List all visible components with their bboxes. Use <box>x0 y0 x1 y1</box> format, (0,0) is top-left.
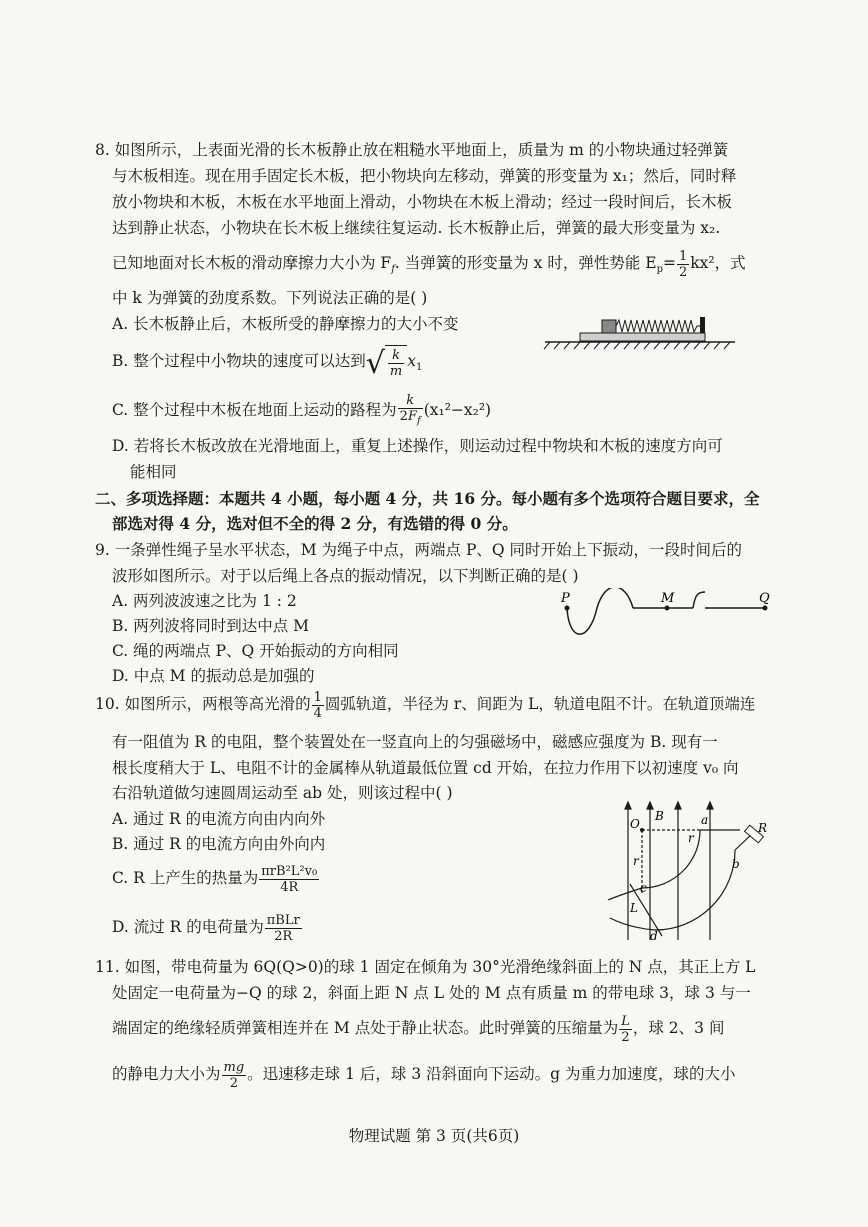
q8-option-c-text: C. 整个过程中木板在地面上运动的路程为 <box>112 401 397 419</box>
q8-option-c <box>112 393 491 429</box>
q10-option-c-text: C. R 上产生的热量为 <box>112 869 259 887</box>
fraction-L-2: $\frac{L}{2}$ <box>621 1013 630 1045</box>
label-b: b <box>732 857 740 871</box>
sqrt-k-over-m: √ $\frac{k}{m}$ <box>366 345 407 380</box>
q8-option-b-text: B. 整个过程中小物块的速度可以达到 <box>112 352 366 370</box>
q11-line3-a: 端固定的绝缘轻质弹簧相连并在 M 点处于静止状态。此时弹簧的压缩量为 <box>112 1019 619 1037</box>
section2-line2: 部选对得 4 分，选对但不全的得 2 分，有选错的得 0 分。 <box>112 514 518 533</box>
q8-line5-b: . 当弹簧的形变量为 x 时，弹性势能 E <box>394 254 657 272</box>
label-r-horizontal: r <box>688 831 694 845</box>
q9-line1: 9. 一条弹性绳子呈水平状态，M 为绳子中点，两端点 P、Q 同时开始上下振动，一段时间后的 <box>95 541 743 559</box>
label-d: d <box>650 929 658 943</box>
q10-option-d <box>112 909 303 945</box>
q8-option-a: A. 长木板静止后，木板所受的静摩擦力的大小不变 <box>112 315 459 333</box>
q10-option-b: B. 通过 R 的电流方向由外向内 <box>112 835 326 853</box>
label-P: P <box>561 591 570 606</box>
wave-right <box>693 592 705 608</box>
q11-line3 <box>112 1010 724 1046</box>
q8-option-b: B. 整个过程中小物块的速度可以达到√ $\frac{k}{m}$ $x_1$ <box>112 345 423 381</box>
q8-line2: 与木板相连。现在用手固定长木板，把小物块向左移动，弹簧的形变量为 x₁；然后，同时释 <box>112 167 737 185</box>
rope-wave-figure <box>555 588 780 648</box>
q8-option-d2: 能相同 <box>130 463 177 481</box>
q10-line3: 根长度稍大于 L、电阻不计的金属棒从轨道最低位置 cd 开始，在拉力作用下以初速度 v₀ 向 <box>112 759 739 777</box>
label-r-vertical: r <box>633 854 639 868</box>
q9-line2: 波形如图所示。对于以后绳上各点的振动情况，以下判断正确的是( ) <box>112 567 579 585</box>
q9-option-b: B. 两列波将同时到达中点 M <box>112 617 310 635</box>
q9-option-c: C. 绳的两端点 P、Q 开始振动的方向相同 <box>112 642 399 660</box>
q8-line5: 已知地面对长木板的滑动摩擦力大小为 $F_f$. 当弹簧的形变量为 x 时，弹性势能 $E_p=$ $\frac{1}{2}$ kx²，式 <box>112 248 746 280</box>
q8-line3: 放小物块和木板，木板在水平地面上滑动，小物块在木板上滑动；经过一段时间后，长木板 <box>112 193 733 211</box>
label-O: O <box>630 817 640 831</box>
charge-numerator: πBLr <box>266 912 300 928</box>
label-L: L <box>630 901 638 915</box>
q10-option-a: A. 通过 R 的电流方向由内向外 <box>112 810 326 828</box>
section2-line1: 二、多项选择题：本题共 4 小题，每小题 4 分，共 16 分。每小题有多个选项符合题目要求，全 <box>95 489 760 508</box>
label-c: c <box>640 881 647 895</box>
q9-option-d: D. 中点 M 的振动总是加强的 <box>112 667 315 685</box>
q8-line5-c: kx²，式 <box>690 254 746 272</box>
fraction-k-2Ff: $\frac{k}{2F_f}$ <box>399 393 421 427</box>
q10-line1-b: 圆弧轨道，半径为 r、间距为 L，轨道电阻不计。在轨道顶端连 <box>324 695 756 713</box>
fraction-half: $\frac{1}{2}$ <box>679 248 688 280</box>
heat-denominator: 4R <box>280 879 299 895</box>
q8-line4: 达到静止状态，小物块在长木板上继续往复运动. 长木板静止后，弹簧的最大形变量为 x₂. <box>112 219 721 237</box>
page-footer: 物理试题 第 3 页(共6页) <box>348 1127 520 1145</box>
q11-line3-b: ，球 2、3 间 <box>632 1019 725 1037</box>
wave-left <box>567 588 633 634</box>
heat-numerator: πrB²L²v₀ <box>261 863 318 879</box>
q11-line1: 11. 如图，带电荷量为 6Q(Q>0)的球 1 固定在倾角为 30°光滑绝缘斜面上的 N 点，其正上方 L <box>95 958 756 976</box>
label-R: R <box>758 821 768 835</box>
small-block <box>602 320 616 333</box>
fraction-quarter: $\frac{1}{4}$ <box>313 689 322 721</box>
q8-line5-a: 已知地面对长木板的滑动摩擦力大小为 F <box>112 254 392 272</box>
q10-option-c <box>112 860 320 896</box>
q11-line4 <box>112 1056 735 1092</box>
fraction-charge <box>265 913 302 944</box>
q8-option-d1: D. 若将长木板改放在光滑地面上，重复上述操作，则运动过程中物块和木板的速度方向可 <box>112 437 723 455</box>
label-B: B <box>655 809 664 823</box>
q11-line2: 处固定一电荷量为−Q 的球 2，斜面上距 N 点 L 处的 M 点有质量 m 的带电球 3，球 3 与一 <box>112 984 751 1002</box>
q11-line4-b: 。迅速移走球 1 后，球 3 沿斜面向下运动。g 为重力加速度，球的大小 <box>247 1065 736 1083</box>
q8-line6: 中 k 为弹簧的劲度系数。下列说法正确的是( ) <box>112 289 428 307</box>
q10-line2: 有一阻值为 R 的电阻，整个装置处在一竖直向上的匀强磁场中，磁感应强度为 B. 现有一 <box>112 733 718 751</box>
q9-option-a: A. 两列波波速之比为 1 : 2 <box>112 592 297 610</box>
label-Q: Q <box>759 591 770 606</box>
arc-rail-figure <box>600 800 785 945</box>
q10-line4: 右沿轨道做匀速圆周运动至 ab 处，则该过程中( ) <box>112 784 453 802</box>
board-spring-figure <box>540 312 740 352</box>
q11-line4-a: 的静电力大小为 <box>112 1065 221 1083</box>
q8-line1: 8. 如图所示，上表面光滑的长木板静止放在粗糙水平地面上，质量为 m 的小物块通过轻弹簧 <box>95 141 729 159</box>
q8-option-c-tail: (x₁²−x₂²) <box>423 401 492 419</box>
fraction-mg-2: $\frac{mg}{2}$ <box>223 1059 245 1091</box>
label-a: a <box>701 813 709 827</box>
fraction-heat <box>259 864 319 895</box>
q10-option-d-text: D. 流过 R 的电荷量为 <box>112 918 264 936</box>
spring <box>616 320 700 332</box>
label-M: M <box>661 591 675 606</box>
q10-line1 <box>95 687 755 721</box>
charge-denominator: 2R <box>274 928 293 944</box>
long-board <box>580 333 705 341</box>
q10-line1-a: 10. 如图所示，两根等高光滑的 <box>95 695 311 713</box>
